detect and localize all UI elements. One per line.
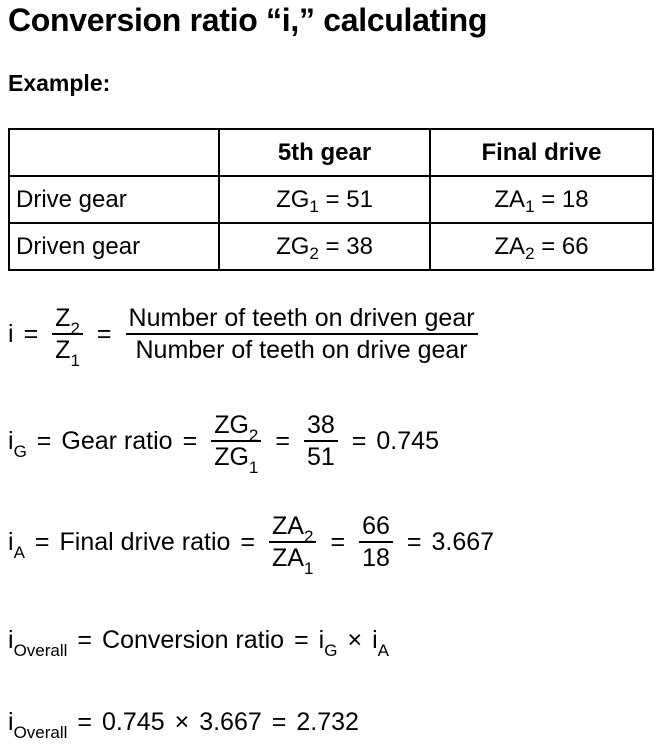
- example-heading: Example:: [8, 70, 111, 96]
- formula-lhs: $i_G$: [8, 426, 27, 461]
- table-header-final-drive: Final drive: [430, 129, 653, 176]
- formula-lhs: $i_{Overall}$: [8, 708, 68, 742]
- formula-gear-ratio: [8, 410, 439, 477]
- fraction-values: $\frac{38}{51}$: [304, 410, 338, 472]
- formula-name: Gear ratio: [61, 426, 173, 455]
- table-row: [9, 176, 653, 223]
- factor-ig: $i_G$: [318, 626, 338, 660]
- equals-sign: =: [351, 426, 367, 455]
- value-ig: 0.745: [102, 708, 165, 736]
- page-title: Conversion ratio “i,” calculating: [8, 2, 488, 38]
- cell-za1: $ZA_1 = 18$: [430, 176, 653, 223]
- formula-overall: [8, 626, 389, 660]
- times-sign: ×: [174, 708, 190, 736]
- equals-sign: =: [275, 426, 290, 455]
- cell-zg1: $ZG_1 = 51$: [219, 176, 430, 223]
- formula-overall-calculation: [8, 708, 359, 742]
- fraction-values: $\frac{66}{18}$: [359, 511, 393, 573]
- equals-sign: =: [23, 319, 39, 348]
- row-label-drive-gear: Drive gear: [9, 176, 219, 223]
- equals-sign: =: [240, 527, 256, 556]
- equals-sign: =: [34, 527, 50, 556]
- fraction-za: $\frac{ZA_2}{ZA_1}$: [269, 511, 316, 573]
- equals-sign: =: [294, 626, 309, 654]
- formula-result: 2.732: [296, 708, 359, 736]
- formula-lhs: $i_A$: [8, 527, 25, 562]
- factor-ia: $i_A$: [372, 626, 389, 660]
- formula-result: 3.667: [431, 527, 495, 556]
- fraction-zg: $\frac{ZG_2}{ZG_1}$: [211, 410, 261, 472]
- fraction-teeth-text: $\frac{\text{Number of teeth on driven gear}}{\text{Number of teeth on drive gear}}$: [126, 303, 478, 365]
- formula-name: Conversion ratio: [102, 626, 285, 654]
- formula-lhs: i: [8, 319, 14, 348]
- value-ia: 3.667: [199, 708, 262, 736]
- formula-lhs: $i_{Overall}$: [8, 626, 68, 660]
- equals-sign: =: [96, 319, 112, 348]
- equals-sign: =: [271, 708, 287, 736]
- equals-sign: =: [406, 527, 422, 556]
- times-sign: ×: [347, 626, 363, 654]
- cell-za2: $ZA_2 = 66$: [430, 223, 653, 270]
- formula-name: Final drive ratio: [59, 527, 231, 556]
- row-label-driven-gear: Driven gear: [9, 223, 219, 270]
- formula-result: 0.745: [376, 426, 439, 455]
- formula-final-drive-ratio: [8, 511, 495, 578]
- fraction-z2-z1: $\frac{Z_2}{Z_1}$: [52, 303, 83, 365]
- table-header-5th-gear: 5th gear: [219, 129, 430, 176]
- table-header-empty: [9, 129, 219, 176]
- equals-sign: =: [330, 527, 346, 556]
- table-row: [9, 223, 653, 270]
- cell-zg2: $ZG_2 = 38$: [219, 223, 430, 270]
- gear-table: [8, 128, 654, 271]
- formula-definition: [8, 303, 482, 370]
- table-header-row: [9, 129, 653, 176]
- equals-sign: =: [77, 626, 93, 654]
- equals-sign: =: [36, 426, 52, 455]
- equals-sign: =: [77, 708, 93, 736]
- equals-sign: =: [182, 426, 198, 455]
